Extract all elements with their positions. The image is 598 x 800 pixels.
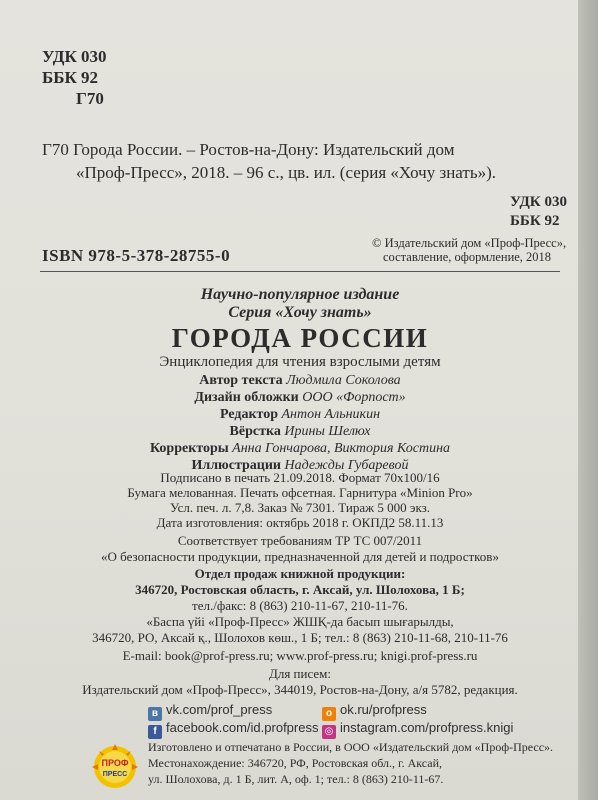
odnoklassniki-icon: о: [322, 707, 336, 721]
udk-code: УДК 030: [42, 47, 107, 66]
letters-heading: Для писем:: [268, 666, 332, 681]
bbk-code-secondary: ББК 92: [510, 213, 560, 229]
copyright-line-1: © Издательский дом «Проф-Пресс»,: [372, 236, 567, 250]
social-facebook: f facebook.com/id.profpress: [148, 720, 318, 739]
logo-text-bottom: ПРЕСС: [102, 771, 128, 778]
logo-text-top: ПРОФ: [101, 758, 129, 768]
credit-illustrations: Иллюстрации Надежды Губаревой: [191, 458, 409, 473]
credit-layout: Вёрстка Ирины Шелюх: [229, 424, 371, 439]
kz-imprint-line-1: «Баспа үйі «Проф-Пресс» ЖШҚ-да басып шығарылды,: [146, 614, 454, 629]
footer-line-3: ул. Шолохова, д. 1 Б, лит. А, оф. 1; тел.: 8 (863) 210-11-67.: [148, 772, 444, 786]
bibliographic-line-1: Г70 Города России. – Ростов-на-Дону: Издательский дом: [42, 140, 455, 159]
sales-phones: тел./факс: 8 (863) 210-11-67, 210-11-76.: [192, 598, 408, 613]
compliance-line: Соответствует требованиям ТР ТС 007/2011: [177, 533, 423, 548]
book-subtitle: Энциклопедия для чтения взрослыми детям: [159, 354, 441, 370]
credit-editor: Редактор Антон Альникин: [219, 407, 381, 422]
instagram-icon: ◎: [322, 725, 336, 739]
book-edge: [578, 0, 598, 800]
book-series: Серия «Хочу знать»: [228, 304, 372, 321]
author-mark: Г70: [76, 89, 104, 108]
bibliographic-line-2: «Проф-Пресс», 2018. – 96 с., цв. ил. (серия «Хочу знать»).: [76, 163, 496, 182]
book-title: ГОРОДА РОССИИ: [171, 323, 429, 353]
print-info-line: Дата изготовления: октябрь 2018 г. ОКПД2 58.11.13: [156, 515, 444, 530]
bbk-code: ББК 92: [42, 68, 99, 87]
footer-line-1: Изготовлено и отпечатано в России, в ООО «Издательский дом «Проф-Пресс».: [148, 740, 554, 754]
credit-proofreaders: Корректоры Анна Гончарова, Виктория Костина: [149, 441, 451, 456]
sales-heading: Отдел продаж книжной продукции:: [194, 566, 406, 581]
kz-imprint-line-2: 346720, РО, Аксай қ., Шолохов көш., 1 Б; тел.: 8 (863) 210-11-68, 210-11-76: [92, 630, 508, 645]
facebook-icon: f: [148, 725, 162, 739]
print-info-line: Подписано в печать 21.09.2018. Формат 70х100/16: [160, 470, 440, 485]
social-vk: в vk.com/prof_press: [148, 702, 272, 721]
social-ok: о ok.ru/profpress: [322, 702, 427, 721]
copyright-line-2: составление, оформление, 2018: [383, 250, 552, 264]
vk-icon: в: [148, 707, 162, 721]
prof-press-logo: [92, 744, 138, 790]
udk-code-secondary: УДК 030: [510, 194, 567, 210]
email-web-line: E-mail: book@prof-press.ru; www.prof-press.ru; knigi.prof-press.ru: [122, 648, 478, 663]
letters-address: Издательский дом «Проф-Пресс», 344019, Ростов-на-Дону, а/я 5782, редакция.: [82, 682, 518, 697]
divider: [40, 271, 560, 272]
print-info-line: Усл. печ. л. 7,8. Заказ № 7301. Тираж 5 000 экз.: [170, 500, 430, 515]
print-info-line: Бумага мелованная. Печать офсетная. Гарнитура «Minion Pro»: [127, 485, 473, 500]
isbn: ISBN 978-5-378-28755-0: [42, 246, 231, 265]
credit-author: Автор текста Людмила Соколова: [199, 373, 401, 388]
credit-cover-design: Дизайн обложки ООО «Форпост»: [194, 390, 406, 405]
social-instagram: ◎ instagram.com/profpress.knigi: [322, 720, 513, 739]
footer-line-2: Местонахождение: 346720, РФ, Ростовская обл., г. Аксай,: [148, 756, 442, 770]
compliance-line: «О безопасности продукции, предназначенной для детей и подростков»: [101, 549, 499, 564]
sales-address: 346720, Ростовская область, г. Аксай, ул. Шолохова, 1 Б;: [135, 582, 465, 597]
book-genre: Научно-популярное издание: [200, 286, 400, 303]
